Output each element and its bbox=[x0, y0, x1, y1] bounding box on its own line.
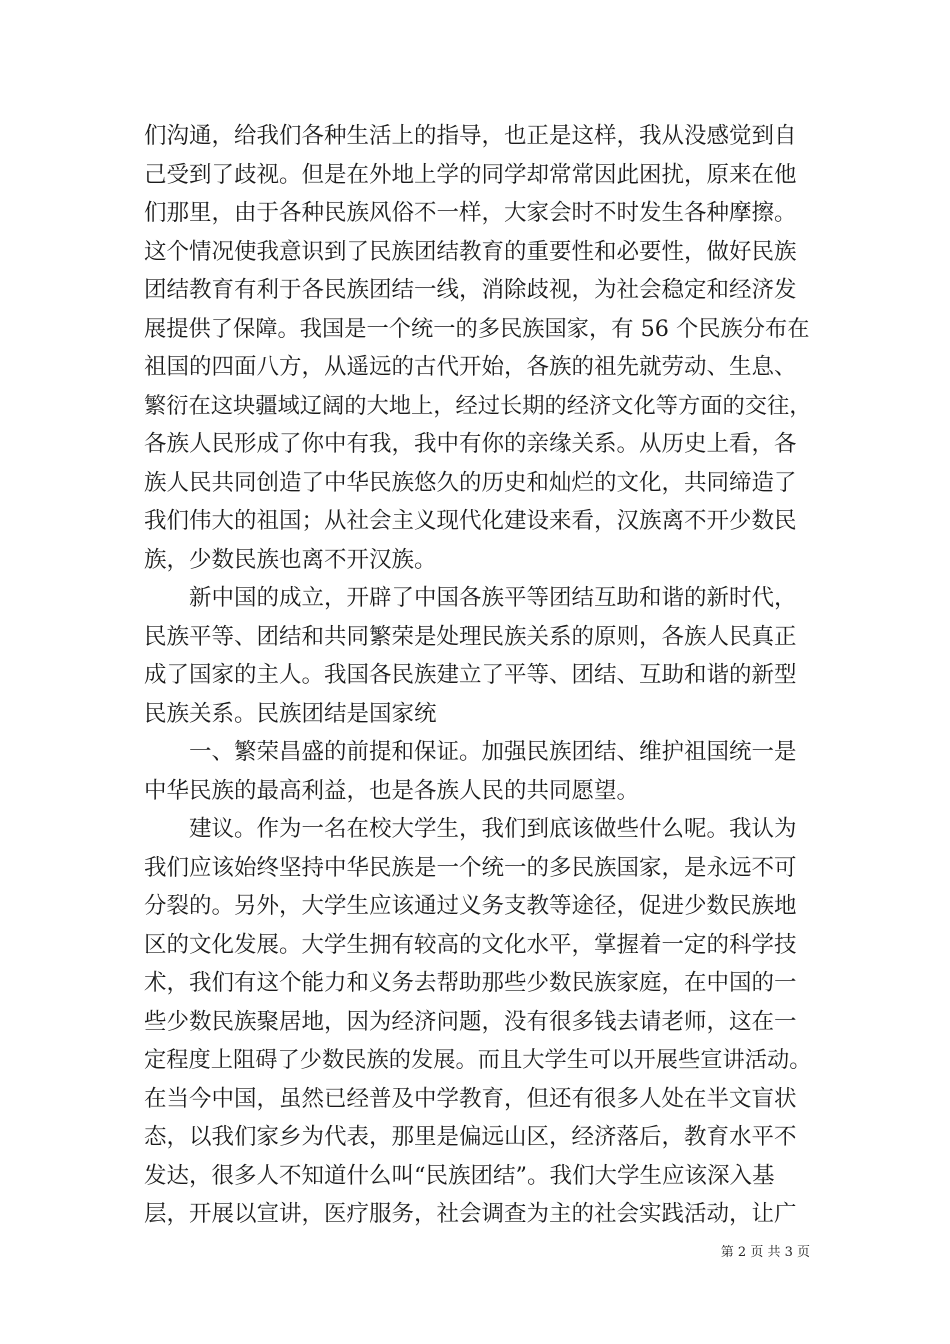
text-line: 建议。作为一名在校大学生，我们到底该做些什么呢。我认为 bbox=[189, 816, 797, 842]
text-line: 祖国的四面八方，从遥远的古代开始，各族的祖先就劳动、生息、 bbox=[144, 354, 797, 380]
text-line: 繁衍在这块疆域辽阔的大地上，经过长期的经济文化等方面的交往， bbox=[144, 392, 812, 419]
text-line: 态，以我们家乡为代表，那里是偏远山区，经济落后，教育水平不 bbox=[144, 1124, 797, 1150]
text-line: 们沟通，给我们各种生活上的指导，也正是这样，我从没感觉到自 bbox=[144, 123, 797, 149]
text-line: 一、繁荣昌盛的前提和保证。加强民族团结、维护祖国统一是 bbox=[189, 739, 797, 765]
text-line: 分裂的。另外，大学生应该通过义务支教等途径，促进少数民族地 bbox=[144, 893, 797, 919]
text-line: 民族关系。民族团结是国家统 bbox=[144, 700, 437, 727]
text-line: 在当今中国，虽然已经普及中学教育，但还有很多人处在半文盲状 bbox=[144, 1085, 797, 1112]
text-line: 们那里，由于各种民族风俗不一样，大家会时不时发生各种摩擦。 bbox=[144, 200, 797, 226]
text-line: 中华民族的最高利益，也是各族人民的共同愿望。 bbox=[144, 777, 640, 804]
text-line: 民族平等、团结和共同繁荣是处理民族关系的原则，各族人民真正 bbox=[144, 623, 797, 650]
text-line: 层，开展以宣讲，医疗服务，社会调查为主的社会实践活动，让广 bbox=[144, 1201, 797, 1227]
text-line: 新中国的成立，开辟了中国各族平等团结互助和谐的新时代， bbox=[189, 585, 797, 611]
page-indicator: 第 2 页 共 3 页 bbox=[720, 1245, 810, 1260]
text-line: 术，我们有这个能力和义务去帮助那些少数民族家庭，在中国的一 bbox=[144, 970, 797, 996]
text-line: 团结教育有利于各民族团结一线，消除歧视，为社会稳定和经济发 bbox=[144, 277, 797, 303]
text-line: 发达，很多人不知道什么叫“民族团结”。我们大学生应该深入基 bbox=[144, 1162, 775, 1189]
text-line: 定程度上阻碍了少数民族的发展。而且大学生可以开展些宣讲活动。 bbox=[144, 1047, 812, 1073]
text-line: 族人民共同创造了中华民族悠久的历史和灿烂的文化，共同缔造了 bbox=[144, 469, 797, 496]
body-text bbox=[144, 117, 810, 1234]
text-line: 各族人民形成了你中有我，我中有你的亲缘关系。从历史上看，各 bbox=[144, 431, 797, 457]
text-line: 族，少数民族也离不开汉族。 bbox=[144, 546, 437, 573]
text-line: 己受到了歧视。但是在外地上学的同学却常常因此困扰，原来在他 bbox=[144, 161, 797, 188]
text-line: 些少数民族聚居地，因为经济问题，没有很多钱去请老师，这在一 bbox=[144, 1008, 797, 1035]
text-line: 区的文化发展。大学生拥有较高的文化水平，掌握着一定的科学技 bbox=[144, 931, 797, 958]
text-line: 我们伟大的祖国；从社会主义现代化建设来看，汉族离不开少数民 bbox=[144, 508, 797, 534]
text-line: 这个情况使我意识到了民族团结教育的重要性和必要性，做好民族 bbox=[144, 238, 797, 265]
text-line: 我们应该始终坚持中华民族是一个统一的多民族国家，是永远不可 bbox=[144, 854, 797, 881]
text-line: 展提供了保障。我国是一个统一的多民族国家，有 56 个民族分布在 bbox=[144, 315, 810, 342]
text-line: 成了国家的主人。我国各民族建立了平等、团结、互助和谐的新型 bbox=[144, 662, 797, 688]
